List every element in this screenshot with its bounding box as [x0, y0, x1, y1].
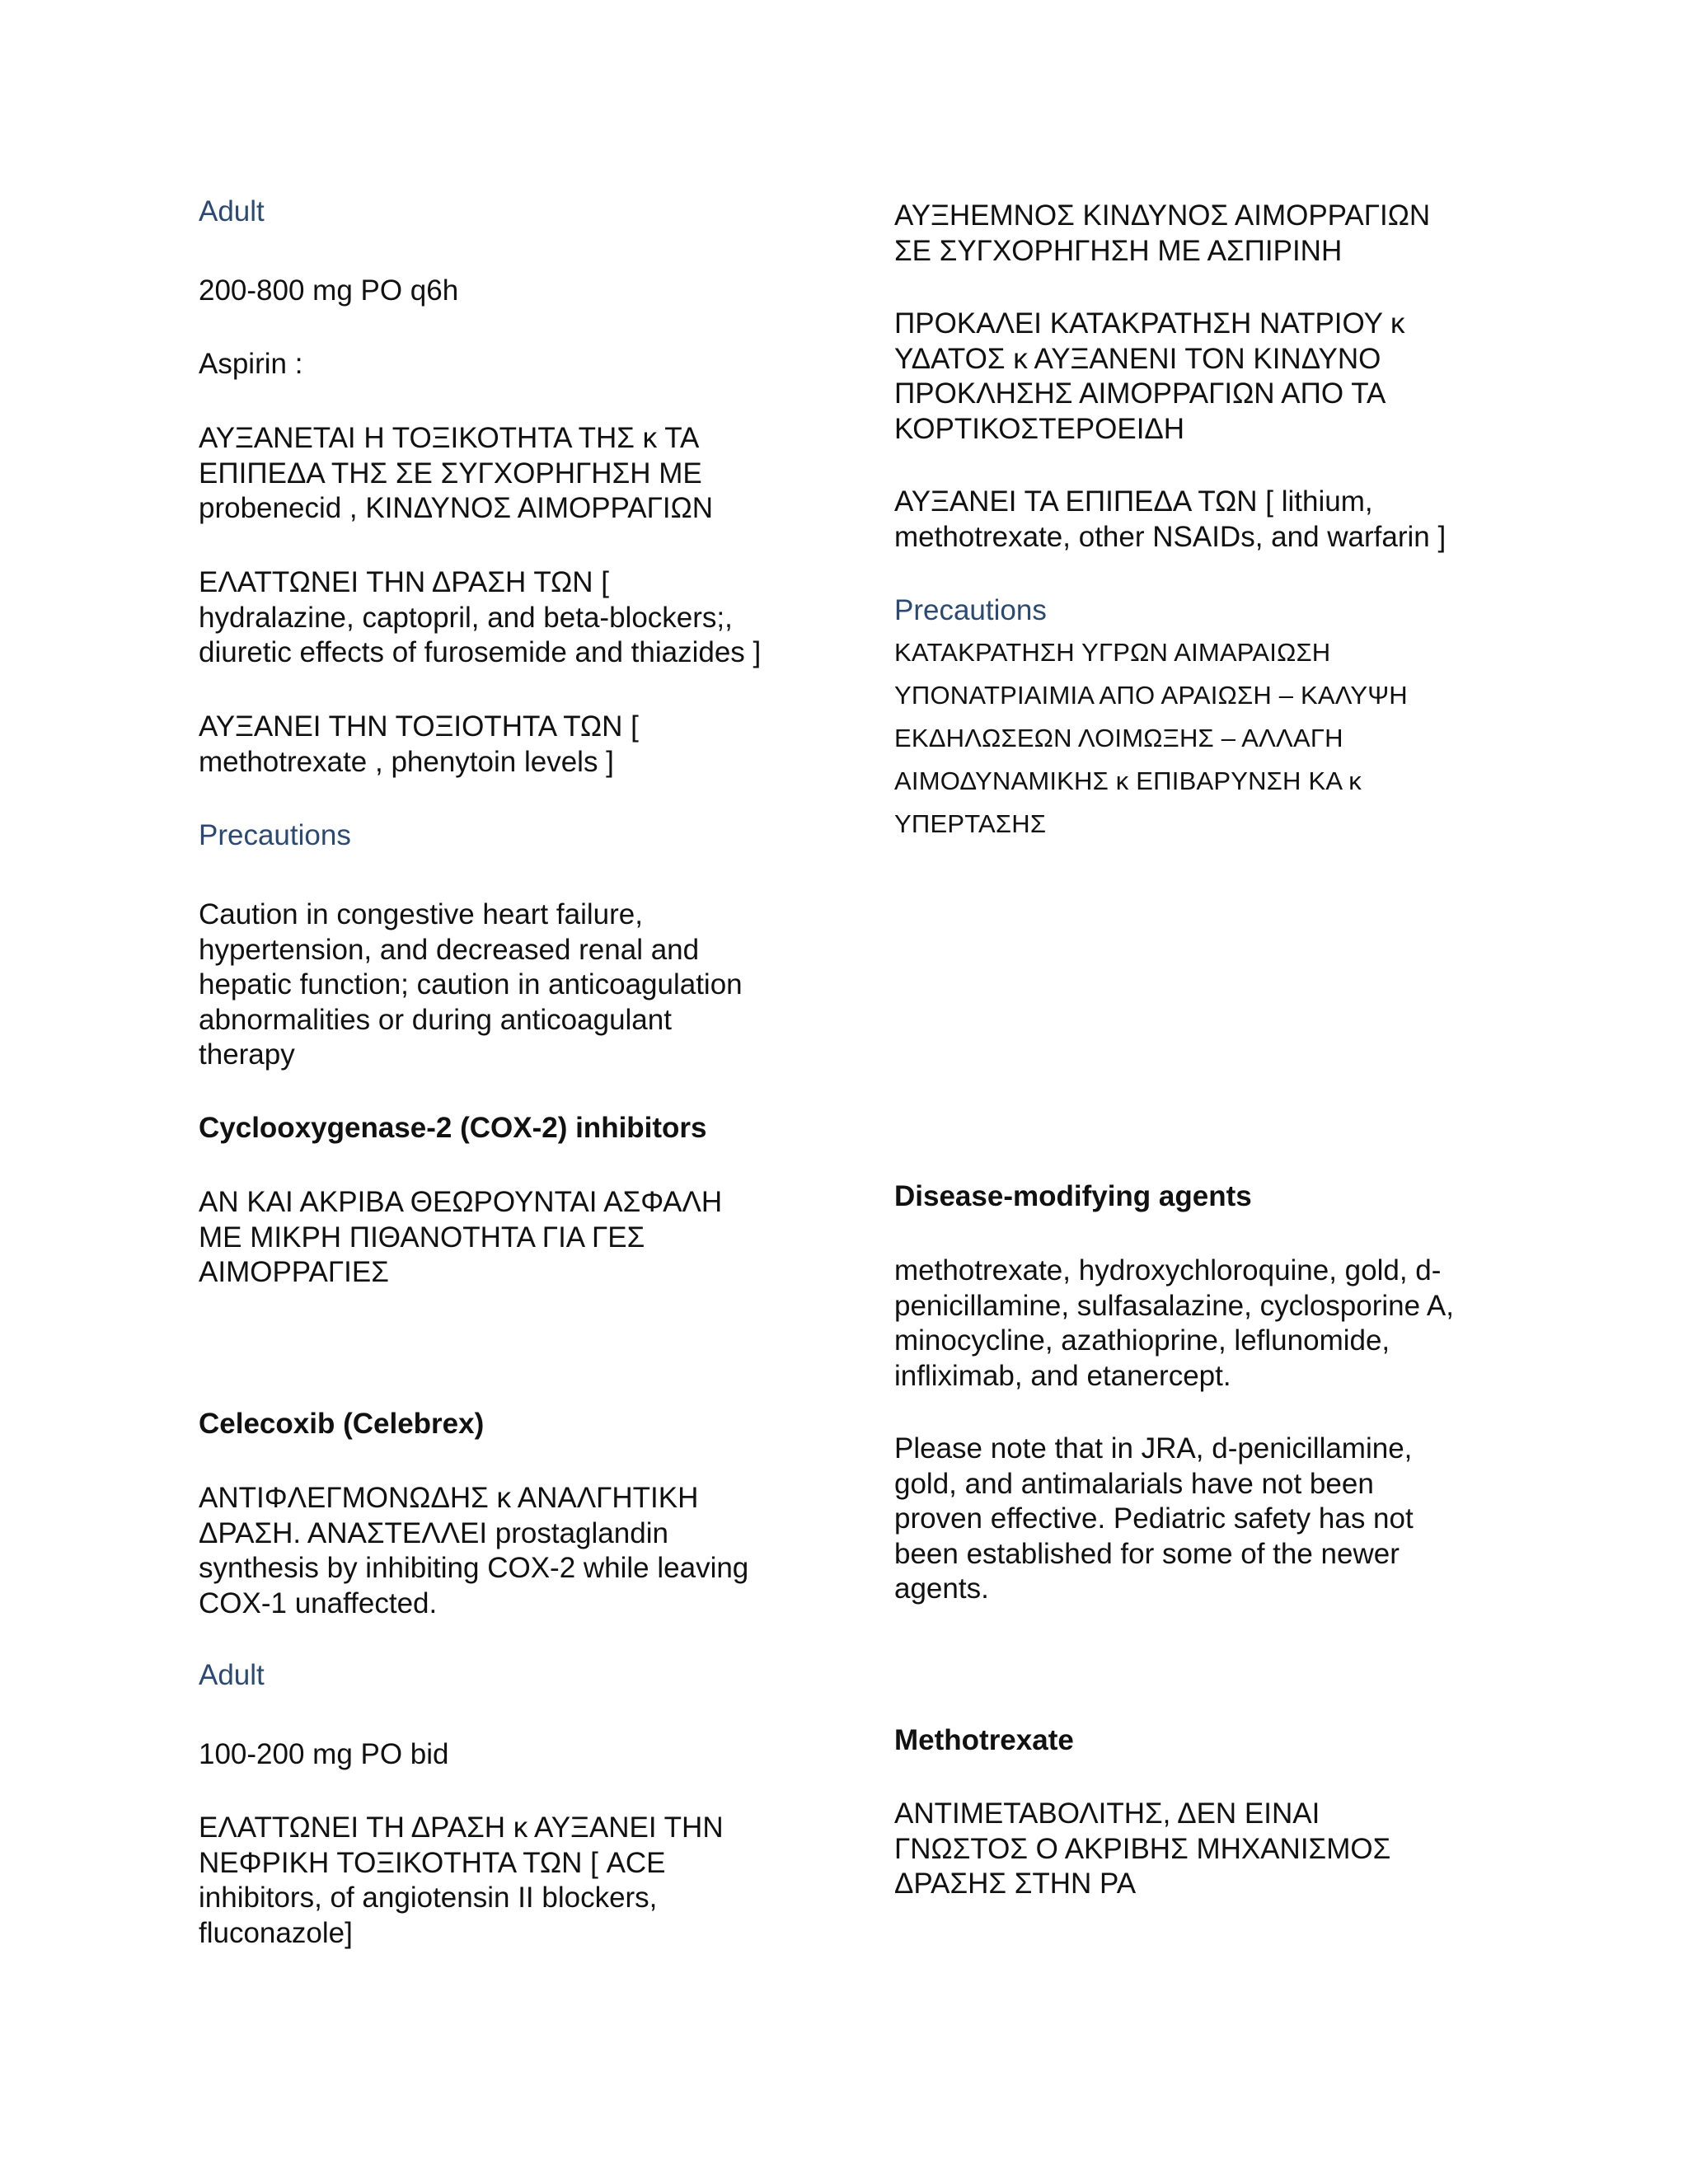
interaction-paragraph: ΑΥΞΑΝΕΤΑΙ Η ΤΟΞΙΚΟΤΗΤΑ ΤΗΣ κ ΤΑ ΕΠΙΠΕΔΑ ΤΗΣ ΣΕ ΣΥΓΧΟΡΗΓΗΣΗ ΜΕ probenecid , ΚΙΝΔΥΝΟΣ ΑΙΜΟΡΡΑΓΙΩΝ	[199, 422, 714, 524]
section-heading-dmard: Disease-modifying agents	[894, 1180, 1252, 1212]
aspirin-label: Aspirin :	[199, 348, 303, 380]
dosage-text: 100-200 mg PO bid	[199, 1738, 449, 1770]
methotrexate-paragraph: ΑΝΤΙΜΕΤΑΒΟΛΙΤΗΣ, ΔΕΝ ΕΙΝΑΙ ΓΝΩΣΤΟΣ Ο ΑΚΡΙΒΗΣ ΜΗΧΑΝΙΣΜΟΣ ΔΡΑΣΗΣ ΣΤΗΝ ΡΑ	[894, 1797, 1391, 1900]
sodium-retention-paragraph: ΠΡΟΚΑΛΕΙ ΚΑΤΑΚΡΑΤΗΣΗ ΝΑΤΡΙΟΥ κ ΥΔΑΤΟΣ κ ΑΥΞΑΝΕΝΙ ΤΟΝ ΚΙΝΔΥΝΟ ΠΡΟΚΛΗΣΗΣ ΑΙΜΟΡΡΑΓΙΩΝ ΑΠΟ ΤΑ ΚΟΡΤΙΚΟΣΤΕΡΟΕΙΔΗ	[894, 307, 1405, 445]
interaction-paragraph: ΕΛΑΤΤΩΝΕΙ ΤΗΝ ΔΡΑΣΗ ΤΩΝ [ hydralazine, captopril, and beta-blockers;, diuretic effects of furosemide and thiazides ]	[199, 566, 762, 668]
section-heading-cox2: Cyclooxygenase-2 (COX-2) inhibitors	[199, 1112, 707, 1144]
section-heading-methotrexate: Methotrexate	[894, 1724, 1074, 1756]
precautions-paragraph: Caution in congestive heart failure, hypertension, and decreased renal and hepatic function; caution in anticoagulation abnormalities or during anticoagulant therapy	[199, 898, 743, 1071]
dosage-text: 200-800 mg PO q6h	[199, 274, 459, 307]
interaction-paragraph: ΕΛΑΤΤΩΝΕΙ ΤΗ ΔΡΑΣΗ κ ΑΥΞΑΝΕΙ ΤΗΝ ΝΕΦΡΙΚΗ ΤΟΞΙΚΟΤΗΤΑ ΤΩΝ [ ACE inhibitors, of angiotensin II blockers, fluconazole]	[199, 1811, 724, 1949]
precautions-heading: Precautions	[894, 594, 1047, 626]
precautions-paragraph: ΚΑΤΑΚΡΑΤΗΣΗ ΥΓΡΩΝ ΑΙΜΑΡΑΙΩΣΗ ΥΠΟΝΑΤΡΙΑΙΜΙΑ ΑΠΟ ΑΡΑΙΩΣΗ – ΚΑΛΥΨΗ ΕΚΔΗΛΩΣΕΩΝ ΛΟΙΜΩΞΗΣ – ΑΛΛΑΓΗ ΑΙΜΟΔΥΝΑΜΙΚΗΣ κ ΕΠΙΒΑΡΥΝΣΗ ΚΑ κ ΥΠΕΡΤΑΣΗΣ	[894, 638, 1408, 838]
aspirin-risk-paragraph: ΑΥΞΗΕΜΝΟΣ ΚΙΝΔΥΝΟΣ ΑΙΜΟΡΡΑΓΙΩΝ ΣΕ ΣΥΓΧΟΡΗΓΗΣΗ ΜΕ ΑΣΠΙΡΙΝΗ	[894, 199, 1431, 267]
interaction-paragraph: ΑΥΞΑΝΕΙ ΤΗΝ ΤΟΞΙΟΤΗΤΑ ΤΩΝ [ methotrexate , phenytoin levels ]	[199, 710, 639, 778]
celecoxib-paragraph: ΑΝΤΙΦΛΕΓΜΟΝΩΔΗΣ κ ΑΝΑΛΓΗΤΙΚΗ ΔΡΑΣΗ. ΑΝΑΣΤΕΛΛΕΙ prostaglandin synthesis by inhibiting COX-2 while leaving COX-1 unaffected.	[199, 1482, 749, 1619]
adult-heading: Adult	[199, 1659, 265, 1691]
cox2-paragraph: ΑΝ ΚΑΙ ΑΚΡΙΒΑ ΘΕΩΡΟΥΝΤΑΙ ΑΣΦΑΛΗ ΜΕ ΜΙΚΡΗ ΠΙΘΑΝΟΤΗΤΑ ΓΙΑ ΓΕΣ ΑΙΜΟΡΡΑΓΙΕΣ	[199, 1186, 723, 1288]
adult-heading: Adult	[199, 195, 265, 227]
precautions-heading: Precautions	[199, 819, 351, 851]
dmard-note-paragraph: Please note that in JRA, d-penicillamine, gold, and antimalarials have not been proven effective. Pediatric safety has not been established for some of the newer agents.	[894, 1432, 1414, 1605]
dmard-paragraph: methotrexate, hydroxychloroquine, gold, d- penicillamine, sulfasalazine, cyclosporine A, minocycline, azathioprine, leflunomide, infliximab, and etanercept.	[894, 1254, 1454, 1392]
section-heading-celecoxib: Celecoxib (Celebrex)	[199, 1408, 485, 1440]
levels-paragraph: ΑΥΞΑΝΕΙ ΤΑ ΕΠΙΠΕΔΑ ΤΩΝ [ lithium, methotrexate, other NSAIDs, and warfarin ]	[894, 485, 1447, 553]
